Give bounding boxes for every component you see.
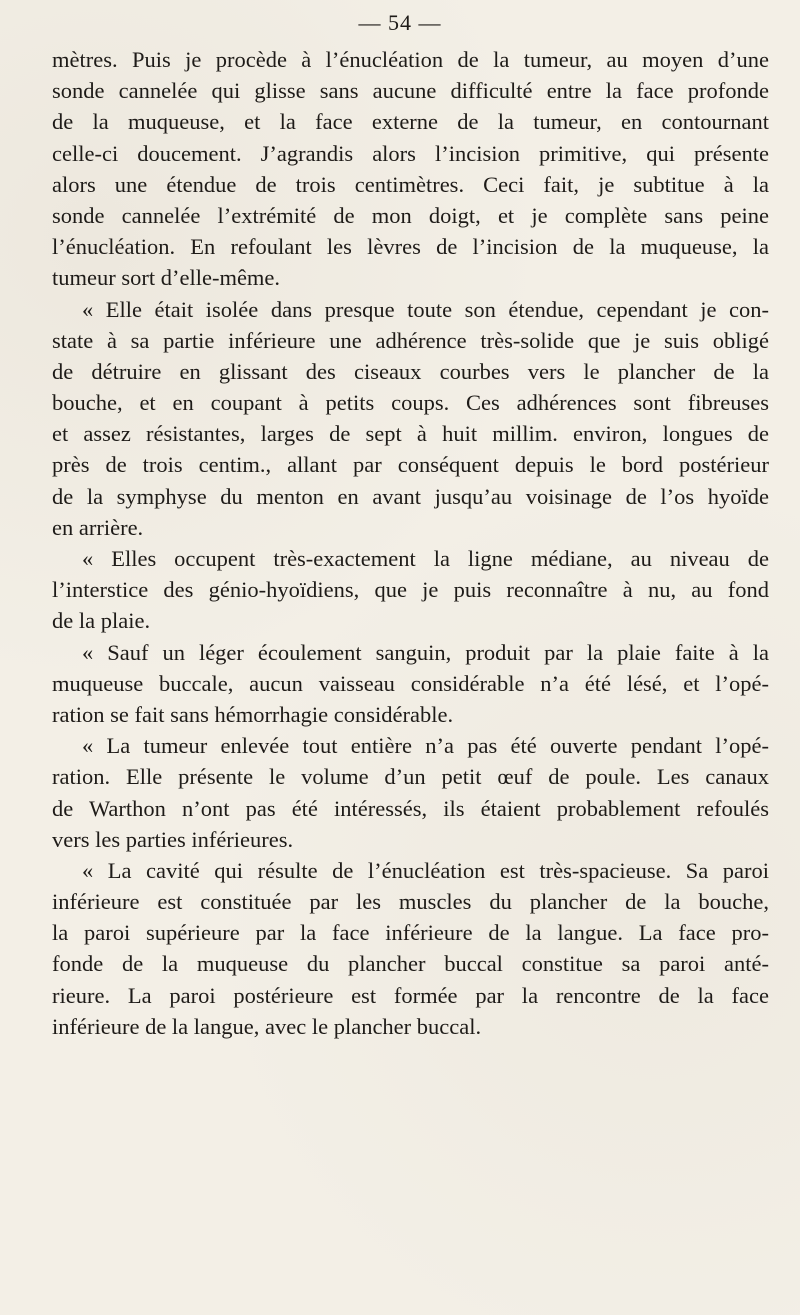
text-line: de la plaie.	[52, 608, 151, 634]
text-line: de Warthon n’ont pas été intéressés, ils étaient probablement refoulés	[52, 795, 769, 821]
text-line: vers les parties inférieures.	[52, 826, 294, 852]
text-line: fonde de la muqueuse du plancher buccal constitue sa paroi anté-	[52, 951, 769, 977]
text-line: tumeur sort d’elle-même.	[52, 265, 281, 291]
text-line: « Sauf un léger écoulement sanguin, produit par la plaie faite à la	[82, 639, 769, 665]
text-line: sonde cannelée l’extrémité de mon doigt, et je complète sans peine	[52, 202, 769, 228]
text-line: « La cavité qui résulte de l’énucléation est très-spacieuse. Sa paroi	[82, 857, 769, 883]
text-line: inférieure est constituée par les muscles du plancher de la bouche,	[52, 889, 769, 915]
body-text	[52, 44, 769, 1042]
text-line: et assez résistantes, larges de sept à huit millim. environ, longues de	[52, 421, 769, 447]
text-line: près de trois centim., allant par conséquent depuis le bord postérieur	[52, 452, 769, 478]
text-line: l’interstice des génio-hyoïdiens, que je puis reconnaître à nu, au fond	[52, 577, 769, 603]
paragraph	[52, 637, 769, 731]
text-line: la paroi supérieure par la face inférieure de la langue. La face pro-	[52, 920, 769, 946]
text-line: bouche, et en coupant à petits coups. Ces adhérences sont fibreuses	[52, 390, 769, 416]
text-line: l’énucléation. En refoulant les lèvres de l’incision de la muqueuse, la	[52, 234, 769, 260]
text-line: de détruire en glissant des ciseaux courbes vers le plancher de la	[52, 358, 769, 384]
text-line: muqueuse buccale, aucun vaisseau considérable n’a été lésé, et l’opé-	[52, 670, 769, 696]
text-line: de la symphyse du menton en avant jusqu’au voisinage de l’os hyoïde	[52, 483, 769, 509]
text-line: ration se fait sans hémorrhagie considérable.	[52, 701, 454, 727]
text-line: « Elles occupent très-exactement la ligne médiane, au niveau de	[82, 546, 769, 571]
text-line: celle-ci doucement. J’agrandis alors l’incision primitive, qui présente	[52, 140, 769, 166]
text-line: « La tumeur enlevée tout entière n’a pas été ouverte pendant l’opé-	[82, 733, 769, 759]
paragraph	[52, 543, 769, 637]
text-line: sonde cannelée qui glisse sans aucune difficulté entre la face profonde	[52, 78, 769, 104]
paragraph	[52, 855, 769, 1042]
paragraph	[52, 294, 769, 544]
text-line: de la muqueuse, et la face externe de la tumeur, en contournant	[52, 109, 769, 135]
paragraph	[52, 44, 769, 294]
text-line: « Elle était isolée dans presque toute son étendue, cependant je con-	[82, 296, 769, 322]
text-line: en arrière.	[52, 514, 144, 540]
text-line: mètres. Puis je procède à l’énucléation de la tumeur, au moyen d’une	[52, 47, 769, 72]
text-line: state à sa partie inférieure une adhérence très-solide que je suis obligé	[52, 327, 769, 353]
paragraph	[52, 730, 769, 855]
text-line: inférieure de la langue, avec le plancher buccal.	[52, 1013, 482, 1039]
text-line: alors une étendue de trois centimètres. Ceci fait, je subtitue à la	[52, 171, 769, 197]
text-line: ration. Elle présente le volume d’un petit œuf de poule. Les canaux	[52, 764, 769, 790]
text-line: rieure. La paroi postérieure est formée par la rencontre de la face	[52, 982, 769, 1008]
page-number: — 54 —	[358, 10, 442, 35]
